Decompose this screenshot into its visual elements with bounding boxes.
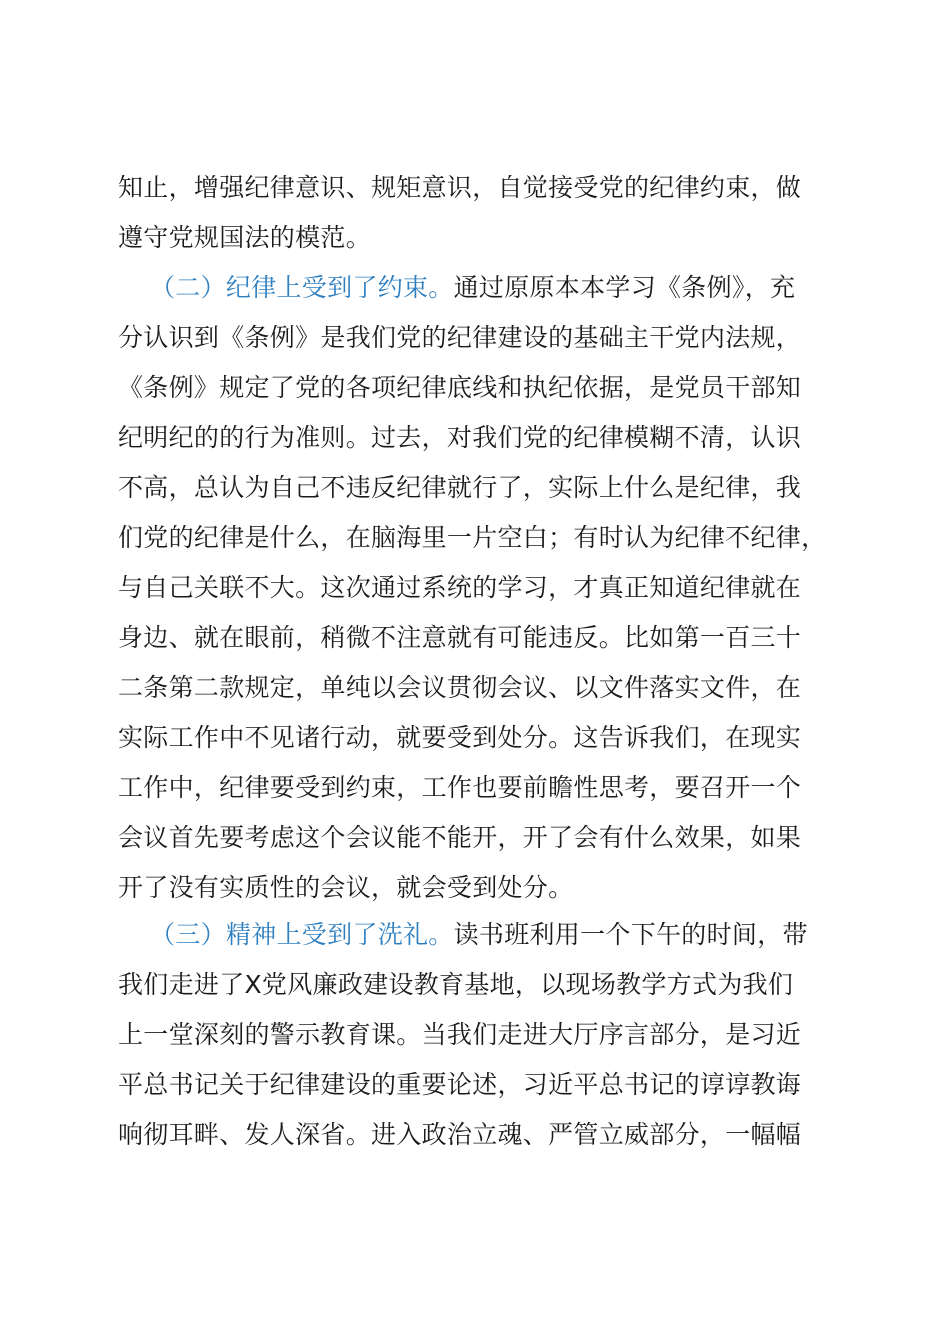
paragraph-line: 二条第二款规定，单纯以会议贯彻会议、以文件落实文件，在: [118, 673, 802, 702]
paragraph-line: 工作中，纪律要受到约束，工作也要前瞻性思考，要召开一个: [118, 773, 802, 802]
section-2-heading: （二）纪律上受到了约束。: [150, 273, 454, 302]
paragraph-line: 会议首先要考虑这个会议能不能开，开了会有什么效果，如果: [118, 823, 802, 852]
paragraph-line: 遵守党规国法的模范。: [118, 223, 372, 252]
paragraph-line: 实际工作中不见诸行动，就要受到处分。这告诉我们，在现实: [118, 723, 802, 752]
paragraph-line: 纪明纪的的行为准则。过去，对我们党的纪律模糊不清，认识: [118, 423, 802, 452]
section-2-first-line: [150, 263, 795, 313]
paragraph-line: 知止，增强纪律意识、规矩意识，自觉接受党的纪律约束，做: [118, 173, 802, 202]
paragraph-line: 与自己关联不大。这次通过系统的学习，才真正知道纪律就在: [118, 573, 802, 602]
section-3-first-line: [150, 910, 808, 960]
section-3-text: 读书班利用一个下午的时间，带: [453, 920, 808, 949]
section-3-heading: （三）精神上受到了洗礼。: [150, 920, 454, 949]
paragraph-line: 响彻耳畔、发人深省。进入政治立魂、严管立威部分，一幅幅: [118, 1120, 802, 1149]
paragraph-line: 不高，总认为自己不违反纪律就行了，实际上什么是纪律，我: [118, 473, 802, 502]
paragraph-line: 平总书记关于纪律建设的重要论述，习近平总书记的谆谆教诲: [118, 1070, 802, 1099]
paragraph-line: 《条例》规定了党的各项纪律底线和执纪依据，是党员干部知: [118, 373, 802, 402]
section-2-text: 通过原原本本学习《条例》，充: [453, 273, 796, 302]
paragraph-line: 分认识到《条例》是我们党的纪律建设的基础主干党内法规，: [118, 323, 802, 352]
paragraph-line: 上一堂深刻的警示教育课。当我们走进大厅序言部分，是习近: [118, 1020, 802, 1049]
paragraph-line: 我们走进了X党风廉政建设教育基地，以现场教学方式为我们: [118, 970, 794, 999]
paragraph-line: 开了没有实质性的会议，就会受到处分。: [118, 873, 574, 902]
paragraph-line: 身边、就在眼前，稍微不注意就有可能违反。比如第一百三十: [118, 623, 802, 652]
paragraph-line: 们党的纪律是什么，在脑海里一片空白；有时认为纪律不纪律，: [118, 523, 827, 552]
